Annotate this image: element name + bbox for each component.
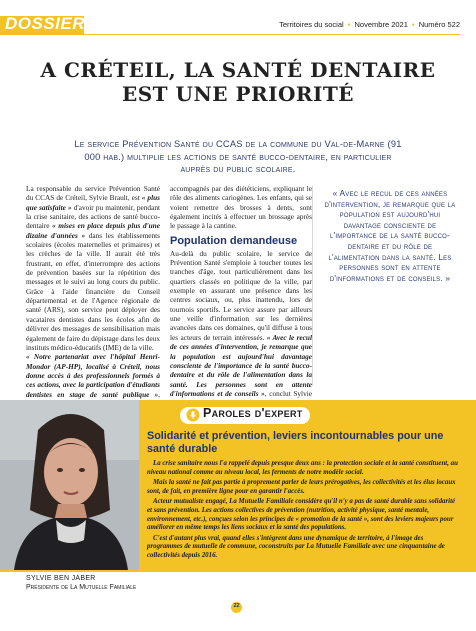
inline-quote: « plus que satisfaite » <box>26 193 161 212</box>
paragraph: La crise sanitaire nous l'a rappelé depuis presque deux ans : la protection sociale et la santé constituent, au niveau national comme au niveau local, les ferments de notre modèle social. <box>147 460 458 476</box>
expert-body <box>147 460 459 563</box>
portrait-photo <box>0 400 139 570</box>
photo-caption-name: SYLVIE BEN JABER <box>26 575 96 582</box>
header-rule <box>84 34 460 35</box>
paragraph <box>170 249 312 408</box>
text-run: d'avoir pu maintenir, pendant la crise sanitaire, des actions de santé bucco-dentaire <box>26 202 160 231</box>
page-number: 22 <box>233 603 240 609</box>
page-header <box>0 0 476 36</box>
publication-name: Territoires du social <box>279 20 344 29</box>
section-label: DOSSIER <box>5 14 86 33</box>
subheading: Population demandeuse <box>170 234 298 247</box>
separator: • <box>347 20 351 29</box>
issue-number: Numéro 522 <box>418 20 460 29</box>
pullquote: « Avec le recul de ces années d'intervention, je remarque que la population est aujourd'hui davantage consciente de l'importance de la santé bucco-dentaire et du rôle de l'alimentation dans la santé. Les personnes sont en attente d'informations et de conseils. » <box>324 188 456 283</box>
inline-quote: « Avec le recul de ces années d'intervention, je remarque que la population est aujourd'hui davantage consciente de l'importance de la santé bucco-dentaire et du rôle de l'alimentation dans la santé. Les personnes sont en attente d'informations et de conseils » <box>170 332 312 398</box>
article-lede: Le service Prévention Santé du CCAS de la commune du Val-de-Marne (91 000 hab.) multiplie les actions de santé bucco-dentaire, en particulier auprès du public scolaire. <box>74 139 402 174</box>
photo-caption-role: Présidente de La Mutuelle Familiale <box>26 584 137 591</box>
body-column-2 <box>170 184 312 408</box>
body-column-1 <box>26 184 160 418</box>
issue-info <box>279 20 460 29</box>
paragraph: Mais la santé ne fait pas partie à proprement parler de leurs prérogatives, les collectivités et les élus locaux sont, de fait, en première ligne pour en garantir l'accès. <box>147 479 456 495</box>
paragraph: accompagnés par des diététiciens, expliquant le rôle des aliments cariogènes. Les enfants, qui se voient remettre des brosses à dents, sont également incités à effectuer un brossage après le passage à la cantine. <box>170 184 312 231</box>
text-run: , conclut Sylvie <box>264 388 312 398</box>
paragraph: C'est d'autant plus vrai, quand elles s'intègrent dans une dynamique de territoire, à l'image des programmes de mutuelle de commune, coconstruits par La Mutuelle Familiale avec une cinquantaine de collectivités depuis 2016. <box>147 534 445 559</box>
expert-title: Solidarité et prévention, leviers incontournables pour une santé durable <box>147 430 444 455</box>
title-line-1: A CRÉTEIL, LA SANTÉ DENTAIRE <box>40 58 436 82</box>
separator: • <box>411 20 415 29</box>
text-run: , <box>158 389 160 399</box>
title-line-2: EST UNE PRIORITÉ <box>121 82 354 106</box>
microphone-icon <box>186 408 200 422</box>
text-run: dans les établissements scolaires (écoles maternelles et primaires) et les crèches de la ville. Il aurait été très frustrant, en effet, d'interrompre des actions de prévention basées sur la répétition des messages et le suivi au long cours du public. Grâce à l'aide financière du Conseil départemental et de l'Agence régionale de santé (ARS), son service peut déployer des vacataires dentistes dans les écoles afin de délivrer des messages de sensibilisation mais également de faire du dépistage dans les deux instituts médico-éducatifs (IME) de la ville. <box>26 230 160 352</box>
inline-quote: « mises en place depuis plus d'une dizaine d'années » <box>26 221 160 240</box>
paragraph: Acteur mutualiste engagé, La Mutuelle Familiale considère qu'il n'y a pas de santé durable sans solidarité et sans prévention. Les actions collectives de prévention (nutrition, activité physique, santé mentale, environnement, etc.), conçues selon les principes de « promotion de la santé », sont des leviers majeurs pour améliorer en même temps les liens sociaux et la santé des populations. <box>147 498 456 532</box>
pullquote-rule <box>312 186 313 386</box>
article-title <box>0 58 476 106</box>
paragraph <box>26 184 160 352</box>
badge-label: Paroles d'expert <box>203 406 303 420</box>
text-run: Au-delà du public scolaire, le service de Prévention Santé s'emploie à toucher toutes les tranches d'âge, tout particulièrement dans les quartiers classés en politique de la ville, par exemple en assurant une présence dans les centres sociaux, ou, plus inattendu, lors de tournois sportifs. Le service assure par ailleurs une veille d'information sur les dernières avancées dans ces domaines, qu'il diffuse à tous les acteurs de terrain intéressés. <box>170 248 312 342</box>
portrait-illustration <box>0 400 139 570</box>
text-run: La responsable du service Prévention Santé du CCAS de Créteil, Sylvie Brault, est <box>26 184 160 203</box>
inline-quote: « Notre partenariat avec l'hôpital Henri-Mondor (AP-HP), localisé à Créteil, nous donne accès à des professionnels formés à ces actions, avec la participation d'étudiants dentistes en stage de santé publique » <box>26 352 160 399</box>
issue-date: Novembre 2021 <box>354 20 408 29</box>
